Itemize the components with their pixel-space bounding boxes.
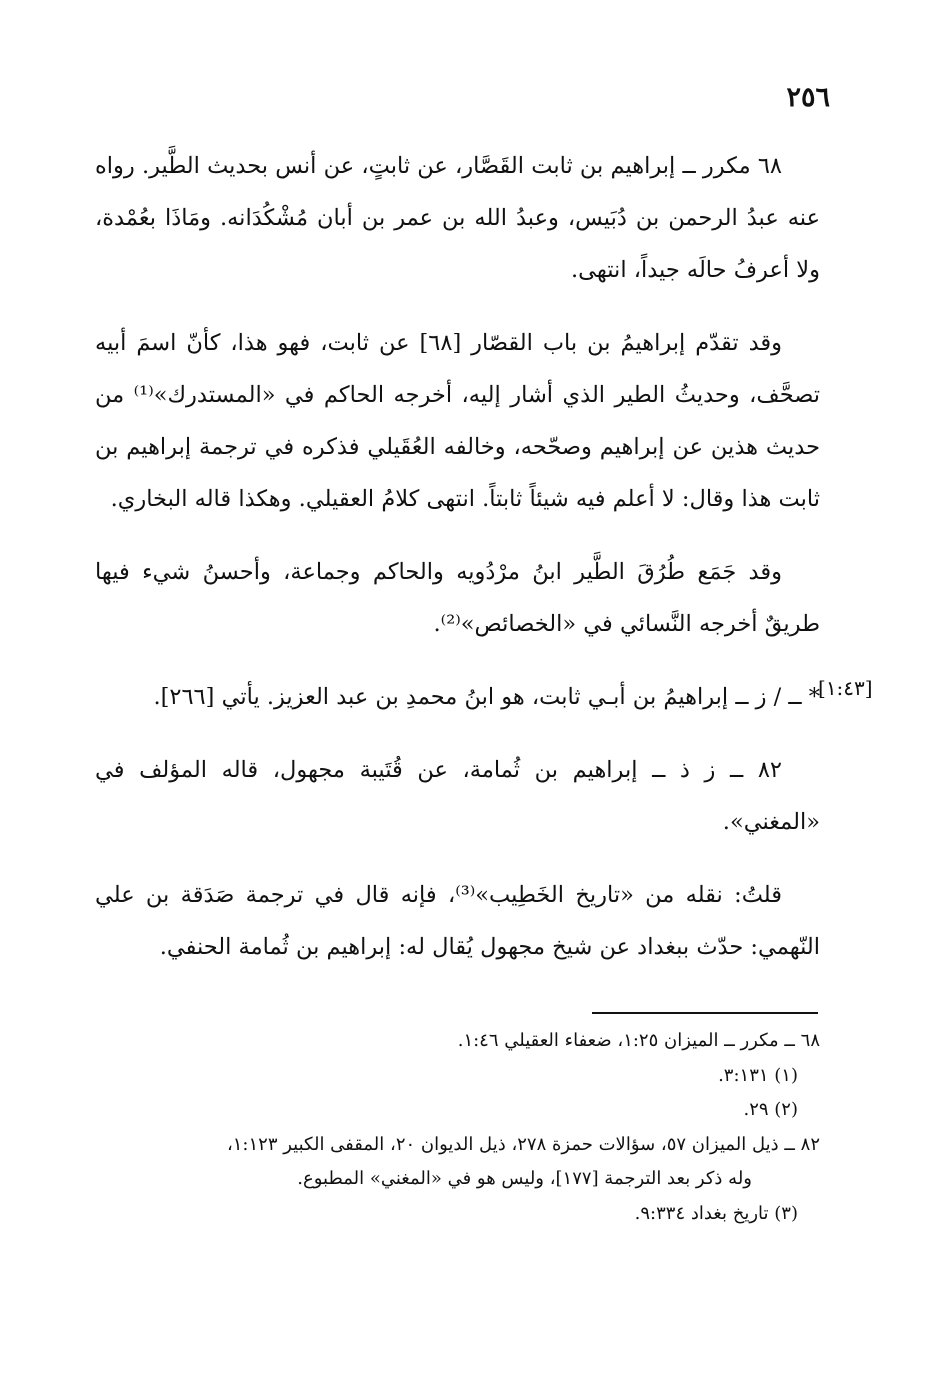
cross-reference-entry: * ــ / ز ــ إبراهيمُ بن أبـي ثابت، هو ابنُ محمدِ بن عبد العزيز. يأتي [٢٦٦]. [153,684,820,710]
page-number: ٢٥٦ [786,82,830,113]
footnotes [95,1024,820,1231]
footnote-entry: ٨٢ ــ ذيل الميزان ٥٧، سؤالات حمزة ٢٧٨، ذيل الديوان ٢٠، المقفى الكبير ١:١٢٣، [226,1133,820,1155]
footnote: (٢) ٢٩. [743,1099,798,1120]
main-text [95,140,820,994]
footnote: (١) ٣:١٣١. [718,1064,798,1086]
commentary-paragraph: وقد تقدّم إبراهيمُ بن باب القصّار [٦٨] عن ثابت، فهو هذا، كأنّ اسمَ أبيه تصحَّف، وحديثُ الطير الذي أشار إليه، أخرجه الحاكم في «المستدرك»⁽¹⁾ من حديث هذين عن إبراهيم وصحّحه، وخالفه العُقَيلي فذكره في ترجمة إبراهيم بن ثابت هذا وقال: لا أعلم فيه شيئاً ثابتاً. انتهى كلامُ العقيلي. وهكذا قاله البخاري. [95,330,820,512]
entry-82: ٨٢ ــ ز ذ ــ إبراهيم بن ثُمامة، عن قُتَيبة مجهول، قاله المؤلف في «المغني». [95,757,820,835]
side-reference: [١:٤٣] [818,676,873,700]
commentary-paragraph: قلتُ: نقله من «تاريخ الخَطِيب»⁽³⁾، فإنه قال في ترجمة صَدَقة بن علي النّهمي: حدّث ببغداد عن شيخ مجهول يُقال له: إبراهيم بن ثُمامة الحنفي. [95,882,820,960]
footnote-divider [592,1012,818,1014]
footnote-continuation: وله ذكر بعد الترجمة [١٧٧]، وليس هو في «المغني» المطبوع. [297,1168,752,1189]
commentary-paragraph: وقد جَمَع طُرُقَ الطَّير ابنُ مرْدُويه والحاكم وجماعة، وأحسنُ شيء فيها طريقٌ أخرجه النَّسائي في «الخصائص»⁽²⁾. [95,559,820,637]
entry-68-repeat: ٦٨ مكرر ــ إبراهيم بن ثابت القَصَّار، عن ثابتٍ، عن أنس بحديث الطَّير. رواه عنه عبدُ الرحمن بن دُبَيس، وعبدُ الله بن عمر بن أبان مُشْكُدَانه. ومَاذَا بعُمْدة، ولا أعرفُ حالَه جيداً، انتهى. [95,153,820,283]
footnote-entry: ٦٨ ــ مكرر ــ الميزان ١:٢٥، ضعفاء العقيلي ١:٤٦. [457,1030,820,1051]
footnote: (٣) تاريخ بغداد ٩:٣٣٤. [634,1202,798,1224]
